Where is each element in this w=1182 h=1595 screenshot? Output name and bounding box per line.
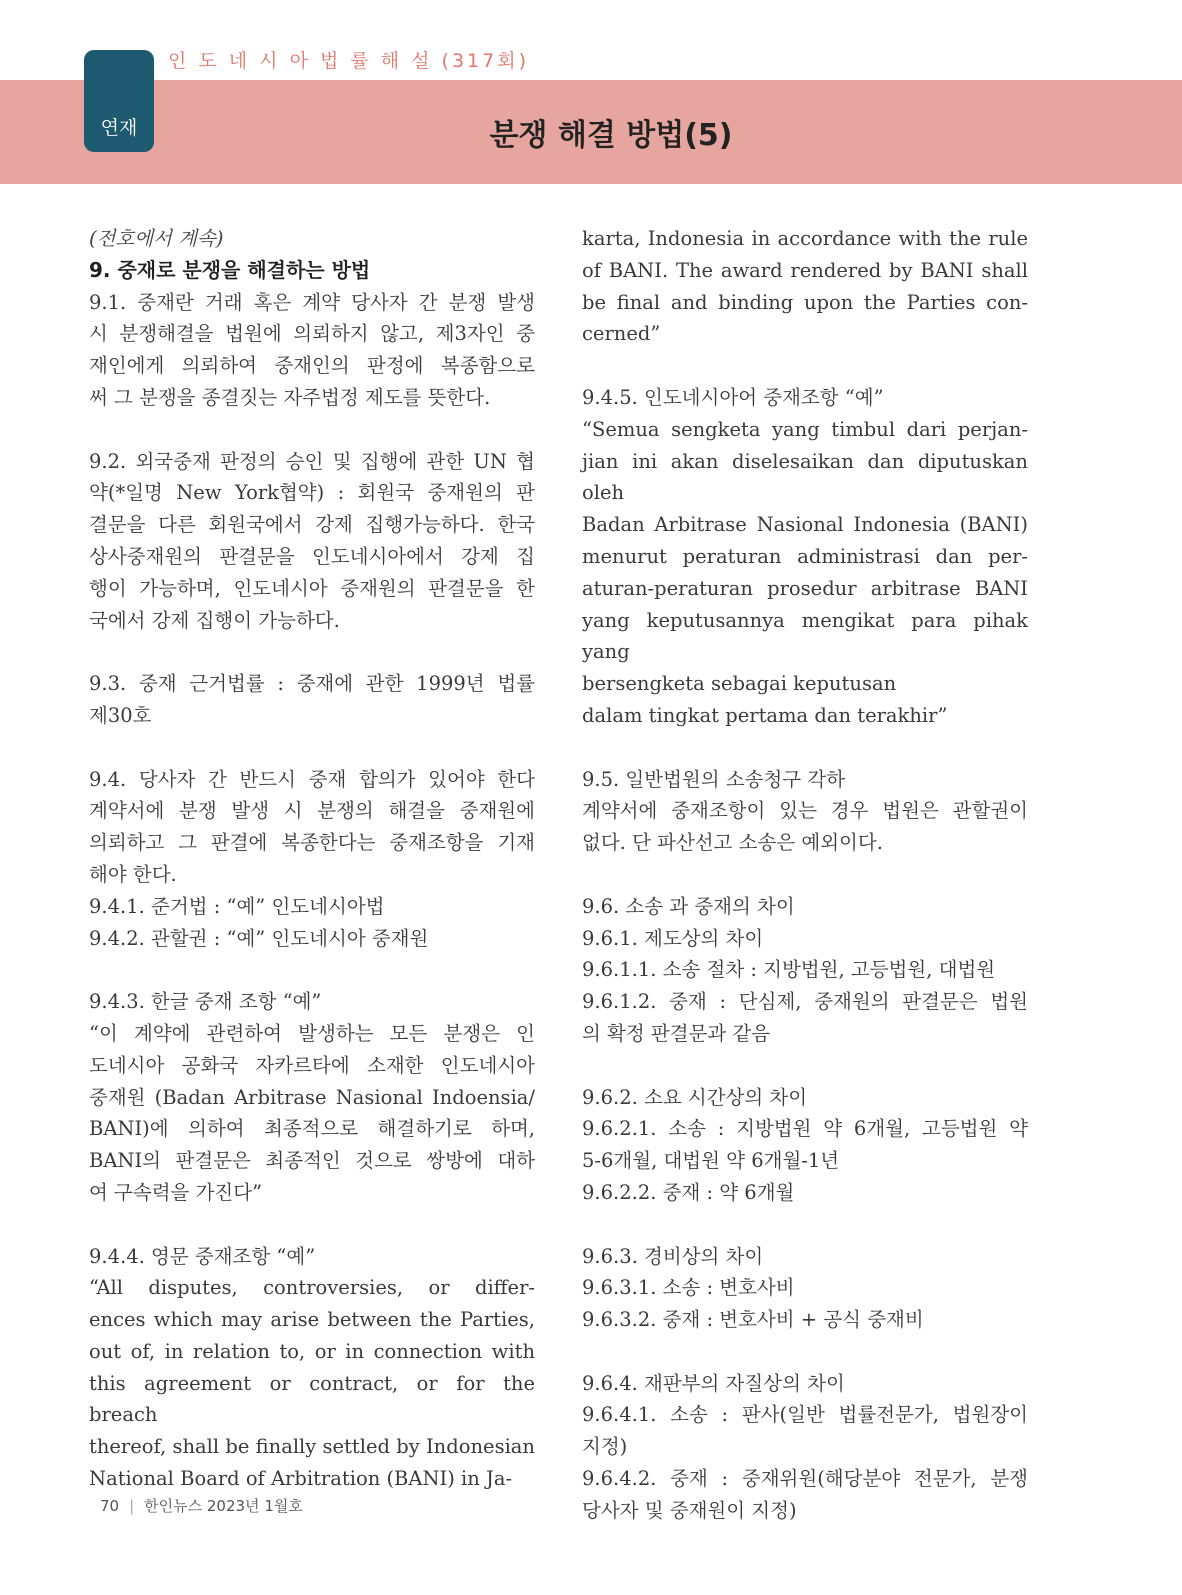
text-line: 약(*일명 New York협약) : 회원국 중재원의 판: [89, 481, 535, 505]
section-heading: 9. 중재로 분쟁을 해결하는 방법: [89, 257, 371, 282]
text-line: out of, in relation to, or in connection with: [89, 1339, 535, 1363]
text-line: 제30호: [89, 703, 152, 727]
paragraph-gap: [89, 1209, 535, 1241]
text-line: 의뢰하고 그 판결에 복종한다는 중재조항을 기재: [89, 831, 535, 855]
text-line: BANI의 판결문은 최종적인 것으로 쌍방에 대하: [89, 1149, 535, 1173]
serial-tab-label: 연재: [100, 117, 138, 139]
series-label: 인 도 네 시 아 법 률 해 설 (317회): [168, 50, 529, 72]
right-column: [582, 223, 1028, 1527]
text-line: 결문을 다른 회원국에서 강제 집행가능하다. 한국: [89, 513, 535, 537]
text-line: “이 계약에 관련하여 발생하는 모든 분쟁은 인: [89, 1021, 535, 1045]
text-line: 계약서에 분쟁 발생 시 분쟁의 해결을 중재원에: [89, 799, 535, 823]
text-line: 5-6개월, 대법원 약 6개월-1년: [582, 1149, 840, 1173]
paragraph-gap: [582, 1209, 1028, 1241]
text-line: 지정): [582, 1435, 628, 1459]
text-line: 9.3. 중재 근거법률 : 중재에 관한 1999년 법률: [89, 672, 535, 696]
text-line: 9.6.1.2. 중재 : 단심제, 중재원의 판결문은 법원: [582, 990, 1028, 1014]
paragraph-gap: [582, 732, 1028, 764]
text-line: 9.6.1. 제도상의 차이: [582, 926, 764, 950]
text-line: jian ini akan diselesaikan dan diputuskan oleh: [582, 449, 1028, 505]
text-line: this agreement or contract, or for the breach: [89, 1371, 535, 1427]
text-line: 9.6.3.2. 중재 : 변호사비 + 공식 중재비: [582, 1308, 924, 1332]
text-line: menurut peraturan administrasi dan per-: [582, 544, 1028, 568]
text-line: Badan Arbitrase Nasional Indonesia (BANI): [582, 513, 1028, 537]
text-line: 9.4. 당사자 간 반드시 중재 합의가 있어야 한다: [89, 767, 535, 791]
text-line: “Semua sengketa yang timbul dari perjan-: [582, 417, 1028, 441]
paragraph-gap: [89, 414, 535, 446]
text-line: 도네시아 공화국 자카르타에 소재한 인도네시아: [89, 1053, 535, 1077]
text-line: National Board of Arbitration (BANI) in Ja-: [89, 1467, 513, 1491]
paragraph-gap: [582, 859, 1028, 891]
footer: [100, 1495, 303, 1516]
text-line: 9.6.3.1. 소송 : 변호사비: [582, 1276, 795, 1300]
text-line: 9.6.4.2. 중재 : 중재위원(해당분야 전문가, 분쟁: [582, 1467, 1028, 1491]
paragraph-gap: [89, 732, 535, 764]
text-line: aturan-peraturan prosedur arbitrase BANI: [582, 576, 1028, 600]
text-line: thereof, shall be finally settled by Indonesian: [89, 1435, 535, 1459]
text-line: 당사자 및 중재원이 지정): [582, 1498, 797, 1522]
text-line: ences which may arise between the Parties,: [89, 1308, 535, 1332]
text-line: 9.4.1. 준거법 : “예” 인도네시아법: [89, 894, 385, 918]
text-line: 9.4.3. 한글 중재 조항 “예”: [89, 990, 322, 1014]
text-line: 상사중재원의 판결문을 인도네시아에서 강제 집: [89, 544, 535, 568]
text-line: 9.2. 외국중재 판정의 승인 및 집행에 관한 UN 협: [89, 449, 535, 473]
text-line: 의 확정 판결문과 같음: [582, 1021, 771, 1045]
text-line: 행이 가능하며, 인도네시아 중재원의 판결문을 한: [89, 576, 535, 600]
text-line: 국에서 강제 집행이 가능하다.: [89, 608, 340, 632]
text-line: be final and binding upon the Parties con-: [582, 290, 1028, 314]
text-line: dalam tingkat pertama dan terakhir”: [582, 703, 948, 727]
page-number: 70: [100, 1497, 120, 1515]
text-line: 계약서에 중재조항이 있는 경우 법원은 관할권이: [582, 799, 1028, 823]
text-line: 9.4.5. 인도네시아어 중재조항 “예”: [582, 385, 884, 409]
text-line: 9.6.4.1. 소송 : 판사(일반 법률전문가, 법원장이: [582, 1403, 1028, 1427]
text-line: yang keputusannya mengikat para pihak yang: [582, 608, 1028, 664]
text-line: 해야 한다.: [89, 862, 177, 886]
text-line: 9.6. 소송 과 중재의 차이: [582, 894, 795, 918]
text-line: 중재원 (Badan Arbitrase Nasional Indoensia/: [89, 1085, 535, 1109]
paragraph-gap: [582, 350, 1028, 382]
text-line: karta, Indonesia in accordance with the rule: [582, 227, 1028, 250]
paragraph-gap: [89, 954, 535, 986]
left-column: [89, 223, 535, 1495]
text-line: 9.6.2.2. 중재 : 약 6개월: [582, 1180, 795, 1204]
text-line: 9.6.1.1. 소송 절차 : 지방법원, 고등법원, 대법원: [582, 958, 996, 982]
text-line: 9.6.4. 재판부의 자질상의 차이: [582, 1371, 845, 1395]
text-line: 9.5. 일반법원의 소송청구 각하: [582, 767, 846, 791]
text-line: 시 분쟁해결을 법원에 의뢰하지 않고, 제3자인 중: [89, 322, 535, 346]
continued-note: (전호에서 계속): [89, 227, 224, 250]
page-title: 분쟁 해결 방법(5): [489, 118, 733, 153]
text-line: 재인에게 의뢰하여 중재인의 판정에 복종함으로: [89, 354, 535, 378]
text-line: 9.6.3. 경비상의 차이: [582, 1244, 764, 1268]
publication-name: 한인뉴스 2023년 1월호: [144, 1497, 303, 1515]
text-line: 없다. 단 파산선고 소송은 예외이다.: [582, 831, 883, 855]
paragraph-gap: [582, 1336, 1028, 1368]
paragraph-gap: [582, 1050, 1028, 1082]
paragraph-gap: [89, 636, 535, 668]
text-line: 9.1. 중재란 거래 혹은 계약 당사자 간 분쟁 발생: [89, 290, 535, 314]
text-line: BANI)에 의하여 최종적으로 해결하기로 하며,: [89, 1117, 535, 1141]
text-line: 9.4.2. 관할권 : “예” 인도네시아 중재원: [89, 926, 429, 950]
text-line: 여 구속력을 가진다”: [89, 1180, 263, 1204]
text-line: 9.4.4. 영문 중재조항 “예”: [89, 1244, 316, 1268]
text-line: bersengketa sebagai keputusan: [582, 672, 897, 696]
text-line: cerned”: [582, 322, 661, 346]
text-line: 9.6.2. 소요 시간상의 차이: [582, 1085, 808, 1109]
text-line: “All disputes, controversies, or differ-: [89, 1276, 535, 1300]
text-line: 9.6.2.1. 소송 : 지방법원 약 6개월, 고등법원 약: [582, 1117, 1028, 1141]
text-line: 써 그 분쟁을 종결짓는 자주법정 제도를 뜻한다.: [89, 385, 491, 409]
text-line: of BANI. The award rendered by BANI shall: [582, 258, 1028, 282]
footer-separator: |: [129, 1497, 135, 1515]
